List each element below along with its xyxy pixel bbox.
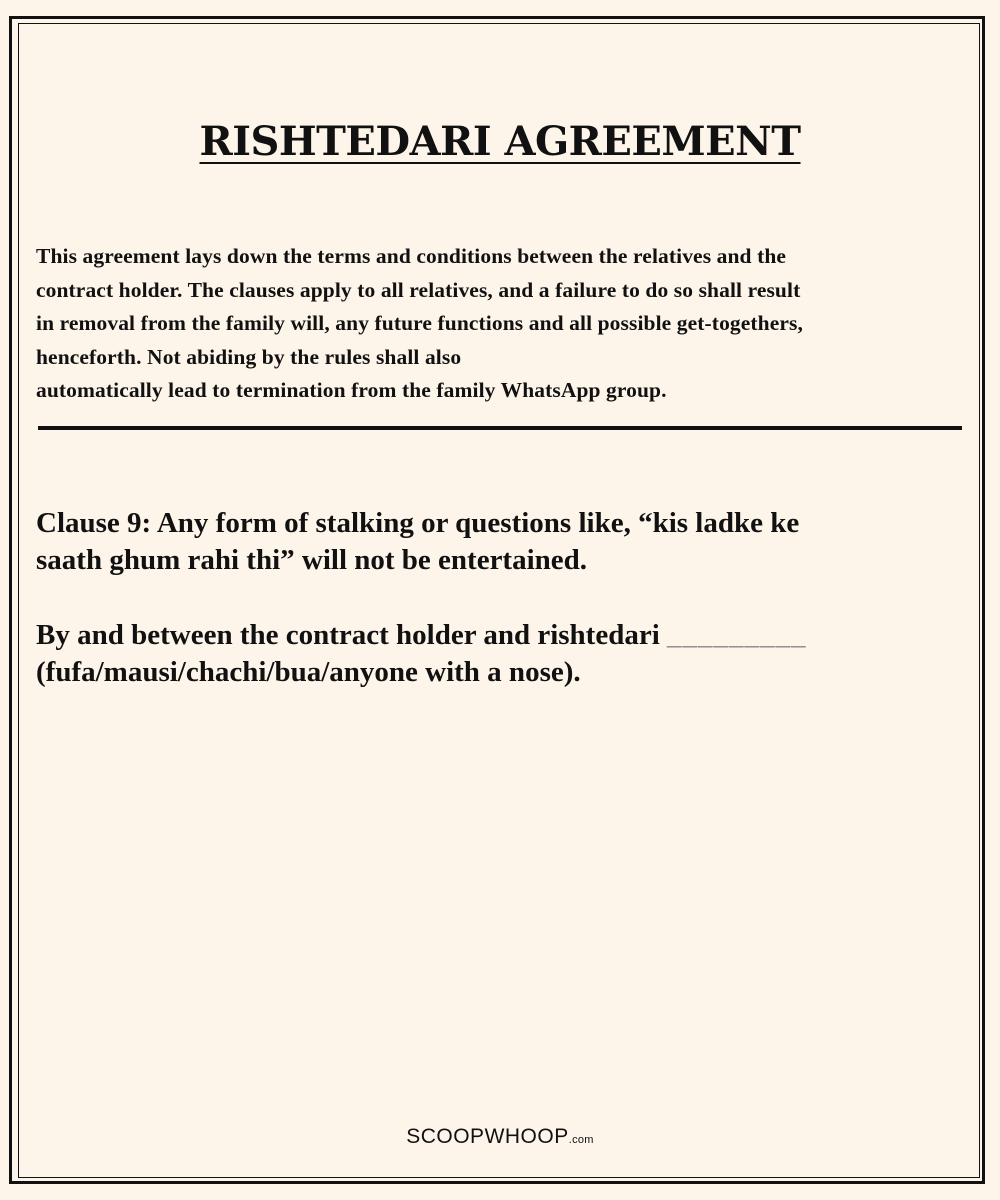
intro-line: contract holder. The clauses apply to all relatives, and a failure to do so shall result bbox=[36, 277, 801, 302]
document-title-text: RISHTEDARI AGREEMENT bbox=[199, 118, 801, 165]
party-statement bbox=[36, 617, 966, 691]
section-divider bbox=[38, 426, 962, 430]
party-line-1 bbox=[36, 617, 966, 654]
intro-line: This agreement lays down the terms and conditions between the relatives and the bbox=[36, 244, 787, 268]
clause-line: saath ghum rahi thi” will not be entertained. bbox=[36, 544, 588, 576]
fill-in-blank: _________ bbox=[667, 619, 807, 651]
clause-line: Clause 9: Any form of stalking or questions like, “kis ladke ke bbox=[36, 507, 800, 539]
intro-line: in removal from the family will, any future functions and all possible get-togethers, bbox=[36, 311, 803, 335]
logo-main-text: SCOOPWHOOP bbox=[406, 1125, 569, 1148]
inner-border bbox=[18, 23, 980, 1178]
party-line-2: (fufa/mausi/chachi/bua/anyone with a nose). bbox=[36, 656, 581, 688]
logo-suffix-text: .com bbox=[568, 1134, 594, 1146]
intro-paragraph bbox=[36, 240, 971, 408]
party-line-1-text: By and between the contract holder and rishtedari bbox=[36, 619, 668, 651]
document-title bbox=[0, 118, 1000, 165]
clause-9 bbox=[36, 505, 966, 579]
intro-line: henceforth. Not abiding by the rules shall also bbox=[36, 344, 462, 369]
scoopwhoop-logo bbox=[0, 1125, 1000, 1149]
intro-line: automatically lead to termination from the family WhatsApp group. bbox=[36, 378, 667, 402]
